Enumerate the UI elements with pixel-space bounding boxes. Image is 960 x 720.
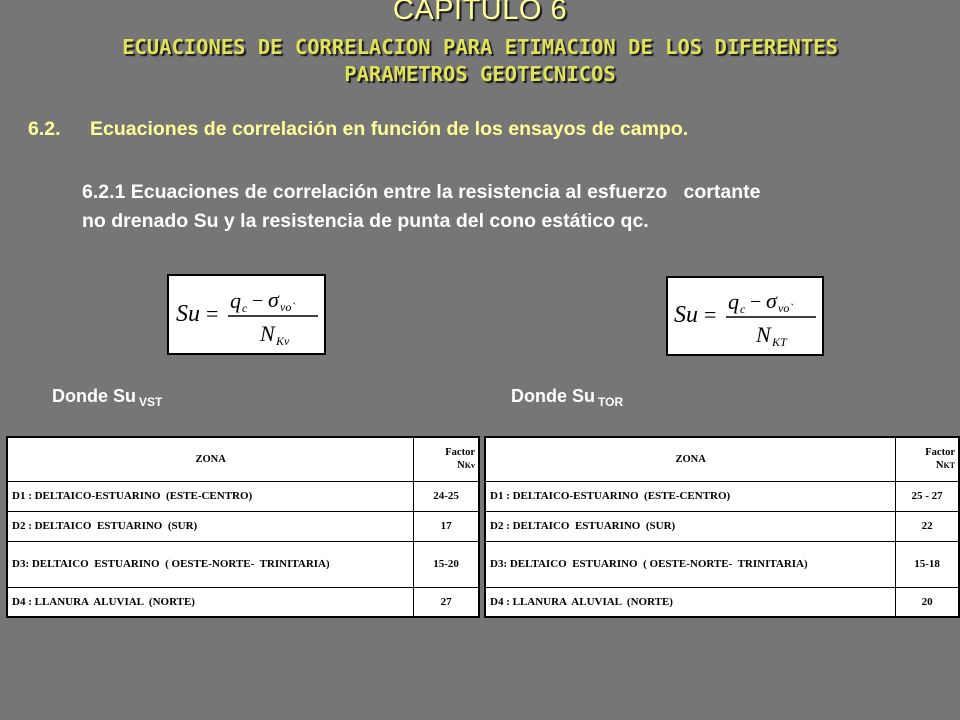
formula-vst [172, 279, 322, 351]
table-row [485, 481, 959, 511]
svg-text:vo`: vo` [279, 299, 295, 314]
donde-subscript: TOR [598, 395, 624, 409]
svg-text:Su: Su [674, 302, 698, 328]
svg-text:−: − [750, 291, 762, 313]
svg-text:−: − [251, 289, 263, 312]
factor-cell: 17 [414, 511, 479, 541]
factor-cell: 27 [414, 587, 479, 617]
svg-text:Su: Su [175, 300, 200, 327]
svg-text:q: q [229, 287, 241, 313]
formula-box-vst [167, 274, 326, 355]
factor-cell: 15-18 [896, 541, 959, 587]
header-zona: ZONA [485, 437, 896, 481]
section-title: Ecuaciones de correlación en función de los ensayos de campo. [90, 118, 689, 140]
table-row [485, 511, 959, 541]
donde-label: Donde Su [511, 386, 595, 406]
zona-cell: D2 : DELTAICO ESTUARINO (SUR) [7, 511, 414, 541]
table-row [7, 541, 479, 587]
chapter-title: CAPITULO 6 [392, 0, 568, 26]
section-number: 6.2. [28, 118, 61, 140]
subtitle-line-2: PARAMETROS GEOTECNICOS [344, 62, 616, 86]
table-row [7, 511, 479, 541]
formula-box-tor [666, 276, 824, 356]
chapter-subtitle [0, 34, 960, 88]
svg-text:=: = [205, 300, 218, 326]
header-factor: Factor NKv [414, 437, 479, 481]
svg-text:KT: KT [772, 335, 787, 349]
header-zona: ZONA [7, 437, 414, 481]
subtitle-line-1: ECUACIONES DE CORRELACION PARA ETIMACION DE LOS DIFERENTES [122, 35, 838, 59]
table-row [7, 481, 479, 511]
svg-text:Kv: Kv [275, 333, 289, 348]
svg-text:q: q [728, 289, 739, 314]
factor-cell: 25 - 27 [896, 481, 959, 511]
zona-cell: D2 : DELTAICO ESTUARINO (SUR) [485, 511, 896, 541]
section-621-line-1: 6.2.1 Ecuaciones de correlación entre la resistencia al esfuerzo cortante [82, 181, 761, 203]
table-tor [484, 436, 960, 618]
zona-cell: D1 : DELTAICO-ESTUARINO (ESTE-CENTRO) [485, 481, 896, 511]
donde-su-tor [511, 386, 623, 407]
formula-tor [670, 280, 820, 352]
table-vst [6, 436, 480, 618]
section-heading-6-2 [28, 118, 688, 141]
zona-cell: D4 : LLANURA ALUVIAL (NORTE) [485, 587, 896, 617]
svg-text:=: = [704, 302, 717, 327]
factor-cell: 15-20 [414, 541, 479, 587]
svg-text:N: N [259, 320, 275, 346]
factor-cell: 22 [896, 511, 959, 541]
table-row [485, 587, 959, 617]
zona-cell: D1 : DELTAICO-ESTUARINO (ESTE-CENTRO) [7, 481, 414, 511]
table-header-row [7, 437, 479, 481]
zona-cell: D4 : LLANURA ALUVIAL (NORTE) [7, 587, 414, 617]
factor-cell: 24-25 [414, 481, 479, 511]
svg-text:σ: σ [766, 288, 777, 313]
table-row [485, 541, 959, 587]
svg-text:vo`: vo` [778, 301, 794, 315]
svg-text:N: N [756, 322, 771, 347]
section-heading-6-2-1 [82, 178, 922, 236]
svg-text:σ: σ [267, 286, 279, 312]
svg-text:c: c [740, 302, 746, 316]
donde-label: Donde Su [52, 386, 136, 406]
section-621-line-2: no drenado Su y la resistencia de punta del cono estático qc. [82, 210, 649, 232]
factor-cell: 20 [896, 587, 959, 617]
zona-cell: D3: DELTAICO ESTUARINO ( OESTE-NORTE- TRINITARIA) [485, 541, 896, 587]
donde-subscript: VST [139, 395, 163, 409]
svg-text:c: c [241, 300, 247, 315]
header-factor: Factor NKT [896, 437, 959, 481]
table-header-row [485, 437, 959, 481]
table-row [7, 587, 479, 617]
donde-su-vst [52, 386, 162, 407]
zona-cell: D3: DELTAICO ESTUARINO ( OESTE-NORTE- TRINITARIA) [7, 541, 414, 587]
